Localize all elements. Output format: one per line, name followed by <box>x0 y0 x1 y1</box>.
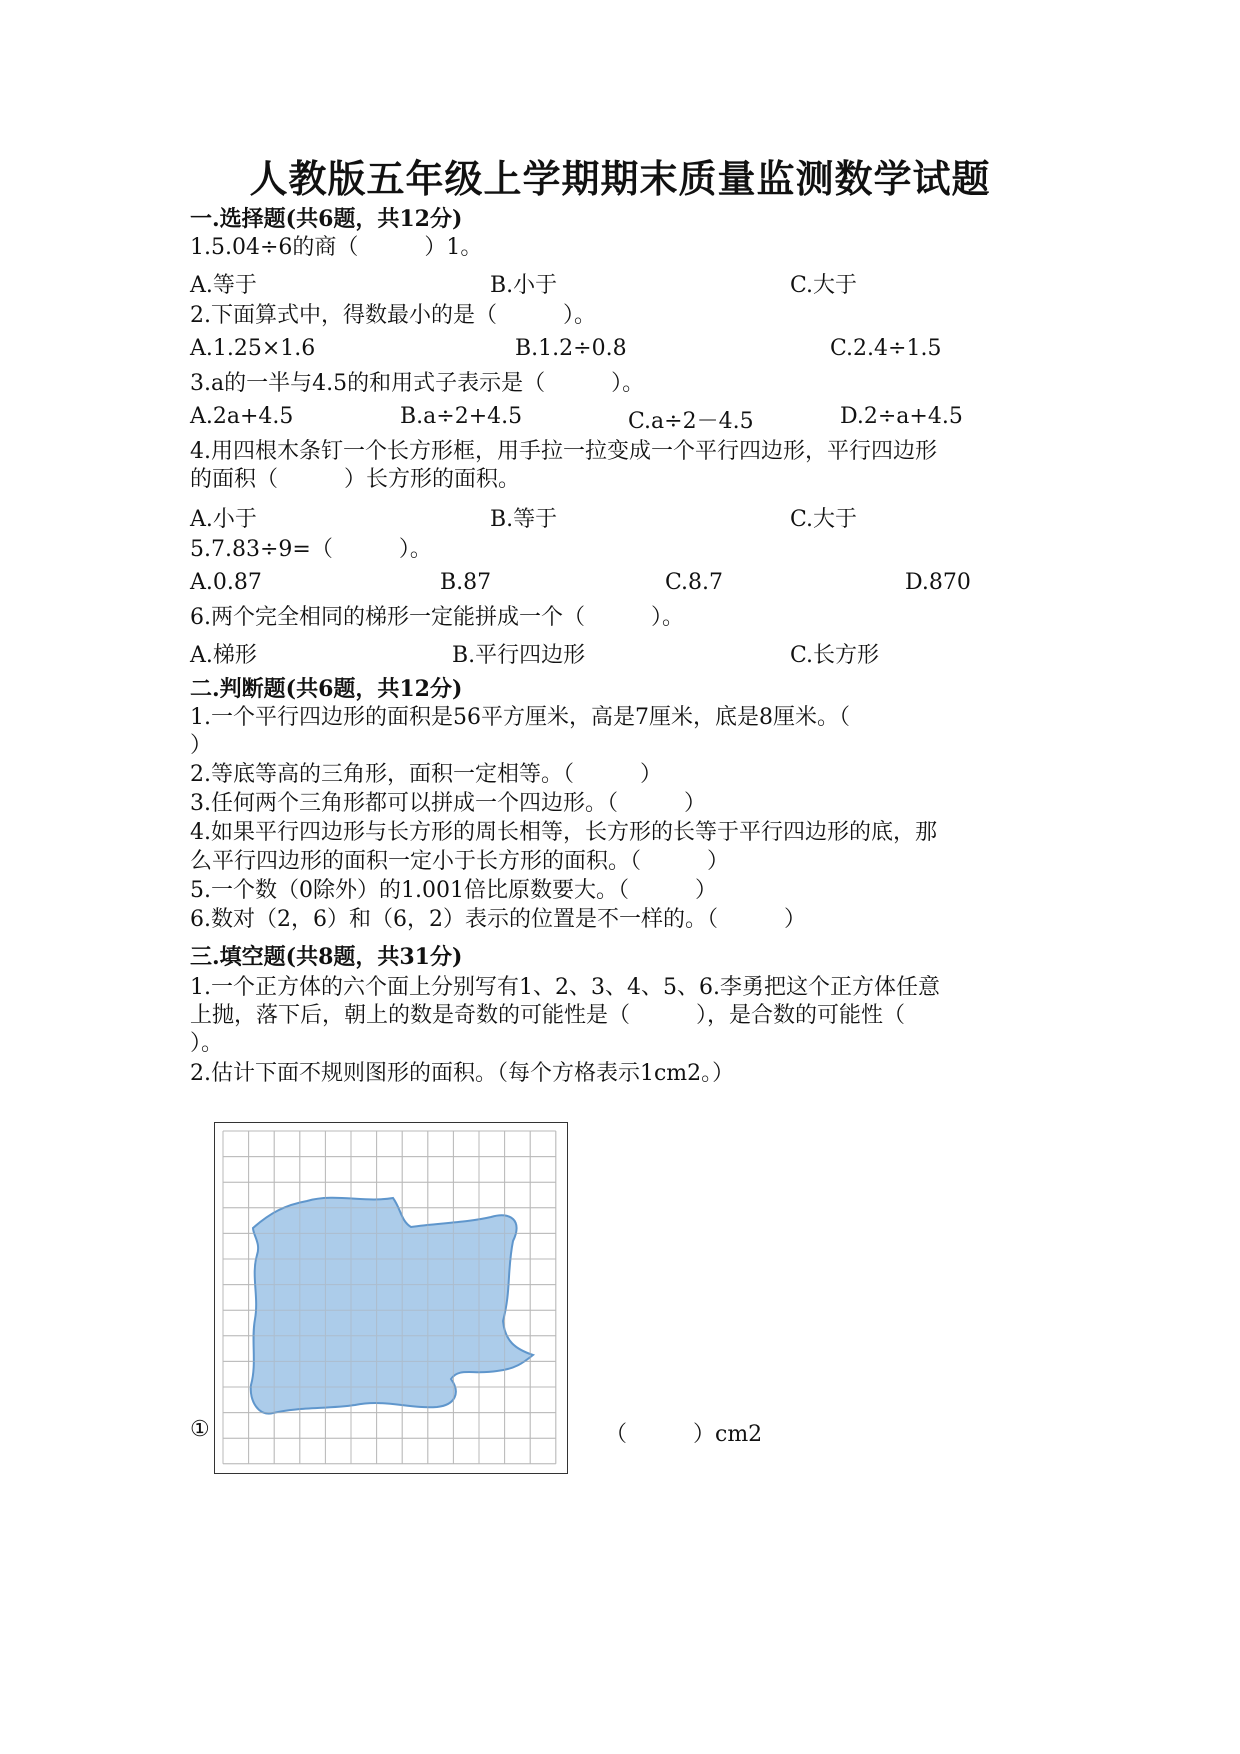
q1-3-option-d: D.2÷a+4.5 <box>840 404 963 429</box>
figure-marker: ① <box>190 1417 210 1442</box>
irregular-shape <box>251 1198 533 1414</box>
q1-5-option-c: C.8.7 <box>665 570 724 595</box>
q1-4-option-a: A.小于 <box>190 507 257 532</box>
irregular-shape-grid <box>215 1123 567 1473</box>
q1-6-option-c: C.长方形 <box>790 643 880 668</box>
grid-figure <box>214 1122 568 1474</box>
q1-2-option-a: A.1.25×1.6 <box>190 336 316 361</box>
judge-line-5: 4.如果平行四边形与长方形的周长相等，长方形的长等于平行四边形的底，那 <box>190 820 937 845</box>
judge-line-1: 1.一个平行四边形的面积是56平方厘米，高是7厘米，底是8厘米。（ <box>190 705 850 730</box>
judge-line-6: 么平行四边形的面积一定小于长方形的面积。（ ） <box>190 849 730 874</box>
q1-4-text-line2: 的面积（ ）长方形的面积。 <box>190 467 521 492</box>
judge-line-7: 5.一个数（0除外）的1.001倍比原数要大。（ ） <box>190 878 717 903</box>
judge-line-3: 2.等底等高的三角形，面积一定相等。（ ） <box>190 762 662 787</box>
q1-6-text: 6.两个完全相同的梯形一定能拼成一个（ ）。 <box>190 605 684 630</box>
q1-4-option-c: C.大于 <box>790 507 858 532</box>
section2-heading: 二.判断题(共6题，共12分) <box>190 676 463 702</box>
section3-heading: 三.填空题(共8题，共31分) <box>190 944 463 970</box>
q1-2-option-c: C.2.4÷1.5 <box>830 336 942 361</box>
q1-3-option-b: B.a÷2+4.5 <box>400 404 523 429</box>
q1-5-text: 5.7.83÷9=（ ）。 <box>190 537 432 562</box>
q1-5-option-b: B.87 <box>440 570 492 595</box>
q1-2-text: 2.下面算式中，得数最小的是（ ）。 <box>190 303 596 328</box>
answer-blank: （ ）cm2 <box>605 1422 763 1447</box>
judge-line-4: 3.任何两个三角形都可以拼成一个四边形。（ ） <box>190 791 706 816</box>
section1-heading: 一.选择题(共6题，共12分) <box>190 206 463 232</box>
q1-1-option-c: C.大于 <box>790 273 858 298</box>
q1-5-option-d: D.870 <box>905 570 971 595</box>
fill-line-1: 1.一个正方体的六个面上分别写有1、2、3、4、5、6.李勇把这个正方体任意 <box>190 975 940 1000</box>
q1-6-option-a: A.梯形 <box>190 643 257 668</box>
q1-3-option-c: C.a÷2－4.5 <box>628 409 754 434</box>
q1-3-text: 3.a的一半与4.5的和用式子表示是（ ）。 <box>190 371 645 396</box>
q1-5-option-a: A.0.87 <box>190 570 262 595</box>
q1-1-option-a: A.等于 <box>190 273 257 298</box>
judge-line-8: 6.数对（2，6）和（6，2）表示的位置是不一样的。（ ） <box>190 907 806 932</box>
fill-line-3: ）。 <box>190 1031 224 1056</box>
q1-2-option-b: B.1.2÷0.8 <box>515 336 627 361</box>
q1-3-option-a: A.2a+4.5 <box>190 404 294 429</box>
q1-4-option-b: B.等于 <box>490 507 558 532</box>
fill-line-2: 上抛，落下后，朝上的数是奇数的可能性是（ ），是合数的可能性（ <box>190 1003 906 1028</box>
q1-1-text: 1.5.04÷6的商（ ）1。 <box>190 235 483 260</box>
q1-6-option-b: B.平行四边形 <box>452 643 586 668</box>
judge-line-2: ） <box>190 733 213 758</box>
q1-4-text-line1: 4.用四根木条钉一个长方形框，用手拉一拉变成一个平行四边形，平行四边形 <box>190 439 937 464</box>
q1-1-option-b: B.小于 <box>490 273 558 298</box>
page-title: 人教版五年级上学期期末质量监测数学试题 <box>249 156 991 201</box>
fill-line-4: 2.估计下面不规则图形的面积。（每个方格表示1cm2。） <box>190 1061 735 1086</box>
